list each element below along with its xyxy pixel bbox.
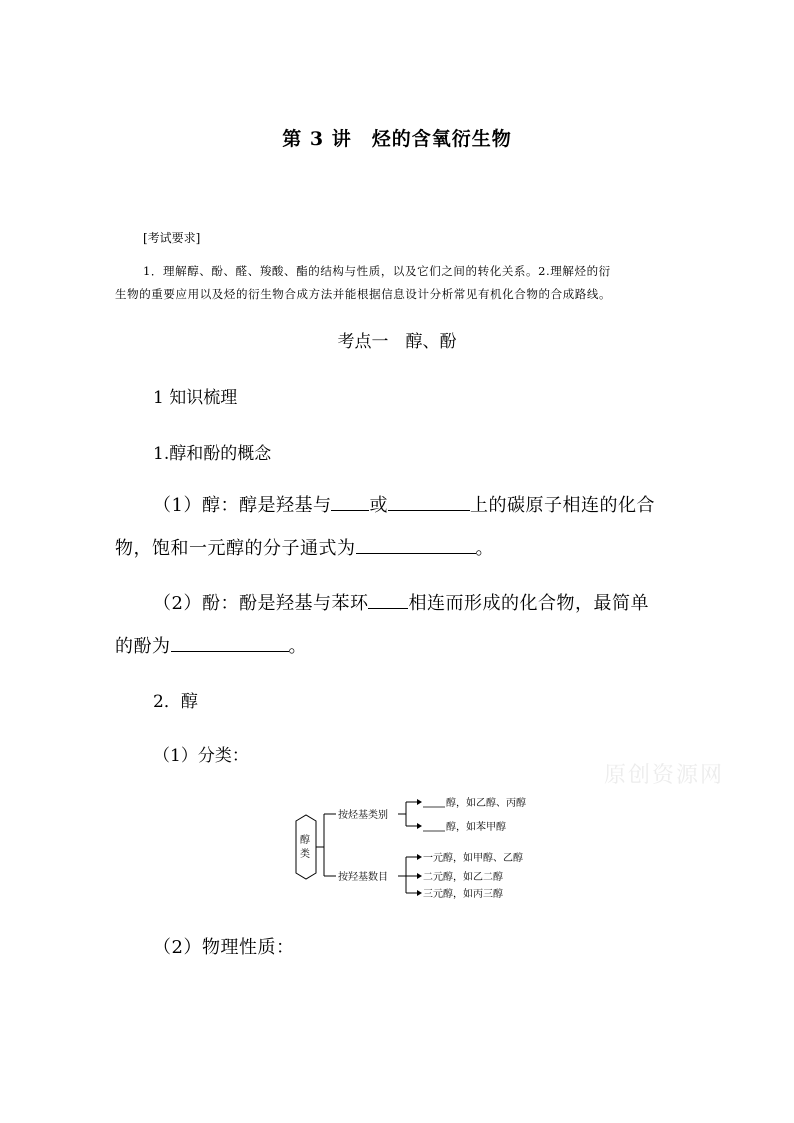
section-title: 考点一 醇、酚 <box>337 332 457 352</box>
alcohol-def-text-3: 上的碳原子相连的化合 <box>469 495 655 516</box>
alcohol-definition-line-1 <box>153 491 655 517</box>
blank-2[interactable] <box>388 492 470 511</box>
concept-heading: 1.醇和酚的概念 <box>153 444 272 464</box>
watermark: 原创资源网 <box>604 763 725 788</box>
requirements-line-2: 生物的重要应用以及烃的衍生物合成方法并能根据信息设计分析常见有机化合物的合成路线。 <box>115 287 612 301</box>
alcohol-def-text-4: 物，饱和一元醇的分子通式为 <box>115 538 356 559</box>
branch-2-item-1: 一元醇，如甲醇、乙醇 <box>423 853 523 864</box>
alcohol-def-text-1: （1）醇：醇是羟基与 <box>153 495 332 516</box>
physical-properties-label: （2）物理性质： <box>153 937 295 958</box>
phenol-def-text-3: 的酚为 <box>115 636 171 657</box>
knowledge-heading: 1 知识梳理 <box>153 388 238 408</box>
branch-1-item-2: 醇，如苯甲醇 <box>446 822 506 833</box>
classification-diagram <box>287 793 567 903</box>
requirements-label: [考试要求] <box>143 231 201 245</box>
branch-2-item-2: 二元醇，如乙二醇 <box>423 872 503 883</box>
root-char-1: 醇 <box>300 835 310 846</box>
phenol-def-text-4: 。 <box>288 636 307 657</box>
root-hexagon <box>296 815 316 879</box>
alcohol-definition-line-2 <box>115 534 494 560</box>
phenol-def-text-1: （2）酚：酚是羟基与苯环 <box>153 593 369 614</box>
blank-5[interactable] <box>171 633 289 652</box>
branch-2-item-3: 三元醇，如丙三醇 <box>423 889 503 900</box>
phenol-definition-line-1 <box>153 589 649 615</box>
alcohol-def-text-5: 。 <box>475 538 494 559</box>
page-title: 第 3 讲 烃的含氧衍生物 <box>282 128 512 150</box>
alcohol-heading: 2．醇 <box>153 692 198 712</box>
alcohol-def-text-2: 或 <box>369 495 388 516</box>
blank-1[interactable] <box>331 492 369 511</box>
branch-1-label: 按烃基类别 <box>338 810 388 821</box>
branch-1-item-1: 醇，如乙醇、丙醇 <box>446 798 526 809</box>
classification-label: （1）分类： <box>153 746 249 766</box>
root-char-2: 类 <box>300 849 310 860</box>
requirements-line-1: 1．理解醇、酚、醛、羧酸、酯的结构与性质，以及它们之间的转化关系。2.理解烃的衍 <box>143 264 611 278</box>
phenol-definition-line-2 <box>115 632 307 658</box>
phenol-def-text-2: 相连而形成的化合物，最简单 <box>408 593 649 614</box>
blank-4[interactable] <box>368 590 408 609</box>
blank-3[interactable] <box>356 535 476 554</box>
branch-2-label: 按羟基数目 <box>338 872 388 883</box>
